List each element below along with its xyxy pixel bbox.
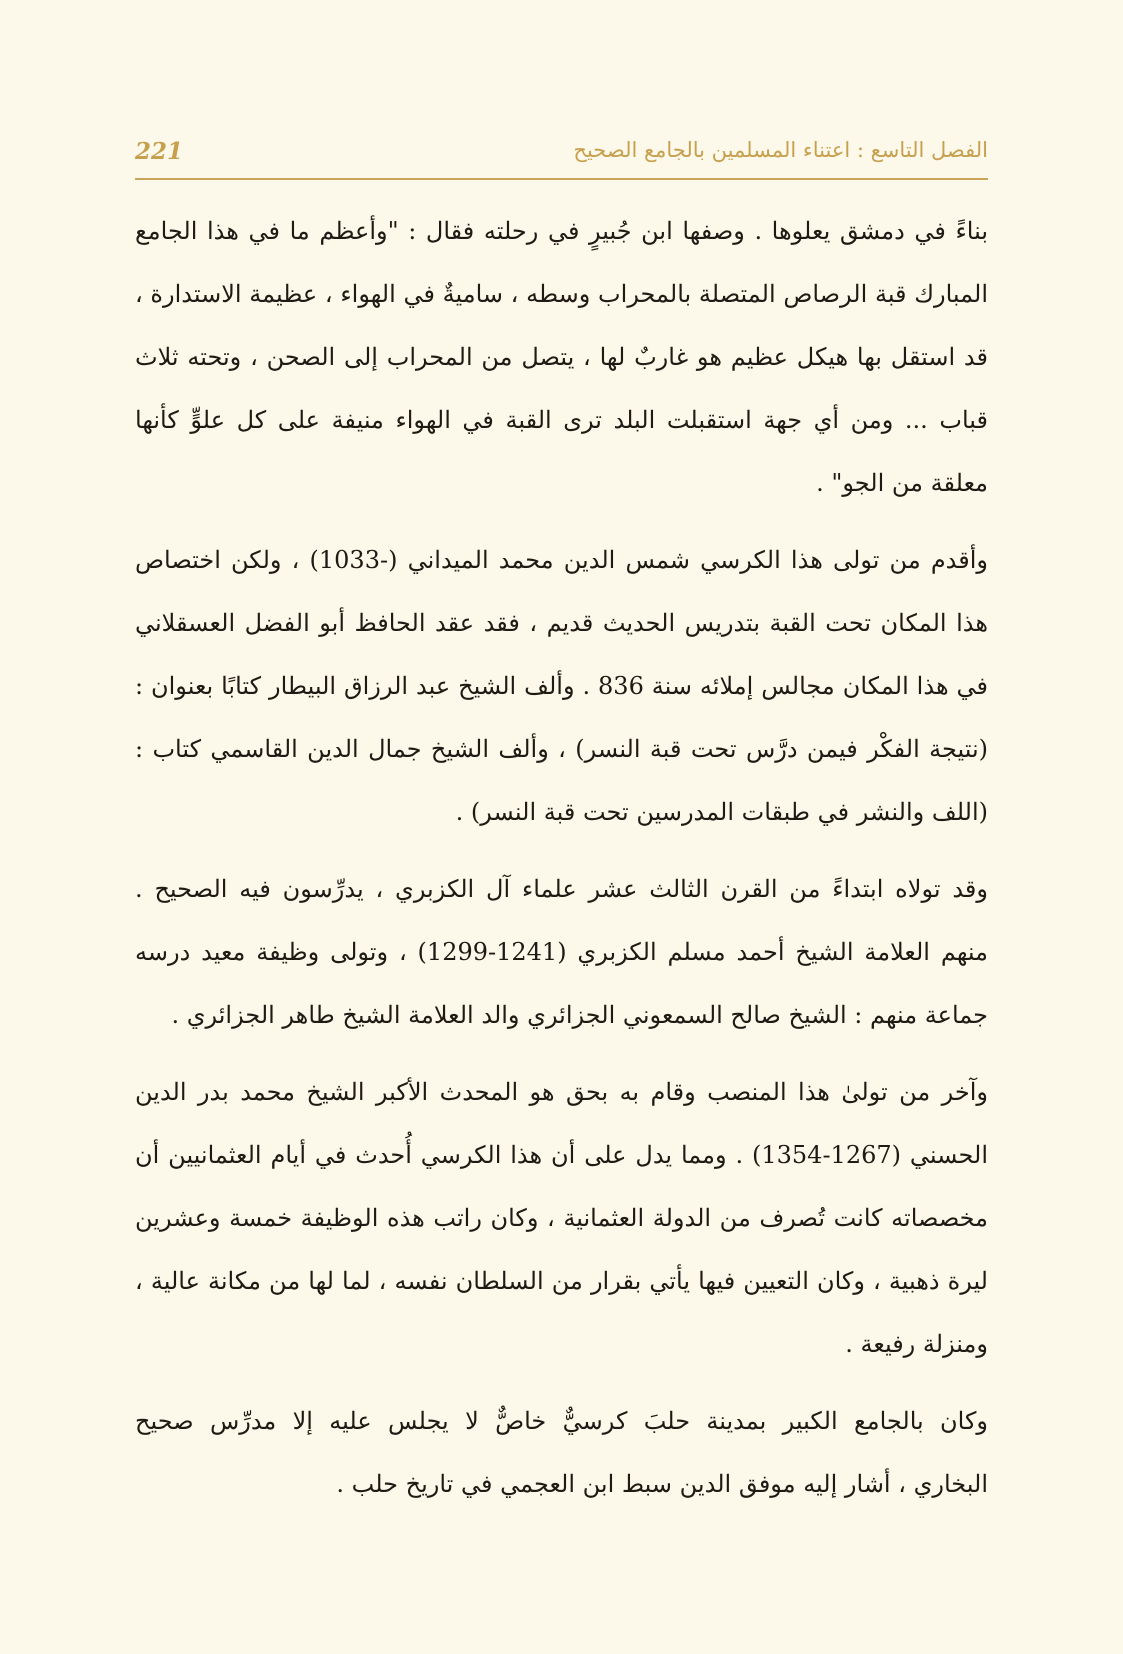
paragraph <box>135 200 988 515</box>
text-line: وأقدم من تولى هذا الكرسي شمس الدين محمد الميداني (-1033) ، ولكن اختصاص <box>135 546 988 574</box>
text-line: منهم العلامة الشيخ أحمد مسلم الكزبري (1241-1299) ، وتولى وظيفة معيد درسه <box>135 938 988 966</box>
text-line: جماعة منهم : الشيخ صالح السمعوني الجزائري والد العلامة الشيخ طاهر الجزائري . <box>171 1001 988 1029</box>
paragraph <box>135 1061 988 1376</box>
text-line: الحسني (1267-1354) . ومما يدل على أن هذا الكرسي أُحدث في أيام العثمانيين أن <box>135 1141 988 1169</box>
book-page <box>135 130 988 1610</box>
text-line: البخاري ، أشار إليه موفق الدين سبط ابن العجمي في تاريخ حلب . <box>336 1470 988 1498</box>
paragraph <box>135 529 988 844</box>
text-line: وكان بالجامع الكبير بمدينة حلبَ كرسيٌّ خاصٌّ لا يجلس عليه إلا مدرِّس صحيح <box>135 1407 988 1435</box>
text-line: قباب ... ومن أي جهة استقبلت البلد ترى القبة في الهواء منيفة على كل علوٍّ كأنها <box>135 406 988 434</box>
chapter-title: الفصل التاسع : اعتناء المسلمين بالجامع الصحيح <box>573 138 988 162</box>
text-line: وقد تولاه ابتداءً من القرن الثالث عشر علماء آل الكزبري ، يدرِّسون فيه الصحيح . <box>135 875 988 903</box>
text-line: قد استقل بها هيكل عظيم هو غاربٌ لها ، يتصل من المحراب إلى الصحن ، وتحته ثلاث <box>135 343 988 371</box>
text-line: ومنزلة رفيعة . <box>845 1330 988 1358</box>
text-line: (اللف والنشر في طبقات المدرسين تحت قبة النسر) . <box>455 798 988 826</box>
text-line: مخصصاته كانت تُصرف من الدولة العثمانية ، وكان راتب هذه الوظيفة خمسة وعشرين <box>135 1204 988 1232</box>
text-line: المبارك قبة الرصاص المتصلة بالمحراب وسطه ، ساميةٌ في الهواء ، عظيمة الاستدارة ، <box>135 280 988 308</box>
text-line: ليرة ذهبية ، وكان التعيين فيها يأتي بقرار من السلطان نفسه ، لما لها من مكانة عالية ، <box>135 1267 988 1295</box>
running-header <box>135 130 988 180</box>
text-line: بناءً في دمشق يعلوها . وصفها ابن جُبيرٍ في رحلته فقال : "وأعظم ما في هذا الجامع <box>135 217 988 245</box>
paragraph <box>135 1390 988 1516</box>
text-line: (نتيجة الفكْر فيمن درَّس تحت قبة النسر) ، وألف الشيخ جمال الدين القاسمي كتاب : <box>135 735 988 763</box>
text-line: في هذا المكان مجالس إملائه سنة 836 . وألف الشيخ عبد الرزاق البيطار كتابًا بعنوان : <box>135 672 988 700</box>
paragraph <box>135 858 988 1047</box>
text-line: هذا المكان تحت القبة بتدريس الحديث قديم ، فقد عقد الحافظ أبو الفضل العسقلاني <box>135 609 988 637</box>
body-text <box>135 200 988 1516</box>
page-number: 221 <box>135 138 184 165</box>
text-line: وآخر من تولىٰ هذا المنصب وقام به بحق هو المحدث الأكبر الشيخ محمد بدر الدين <box>135 1078 988 1106</box>
text-line: معلقة من الجو" . <box>816 469 988 497</box>
